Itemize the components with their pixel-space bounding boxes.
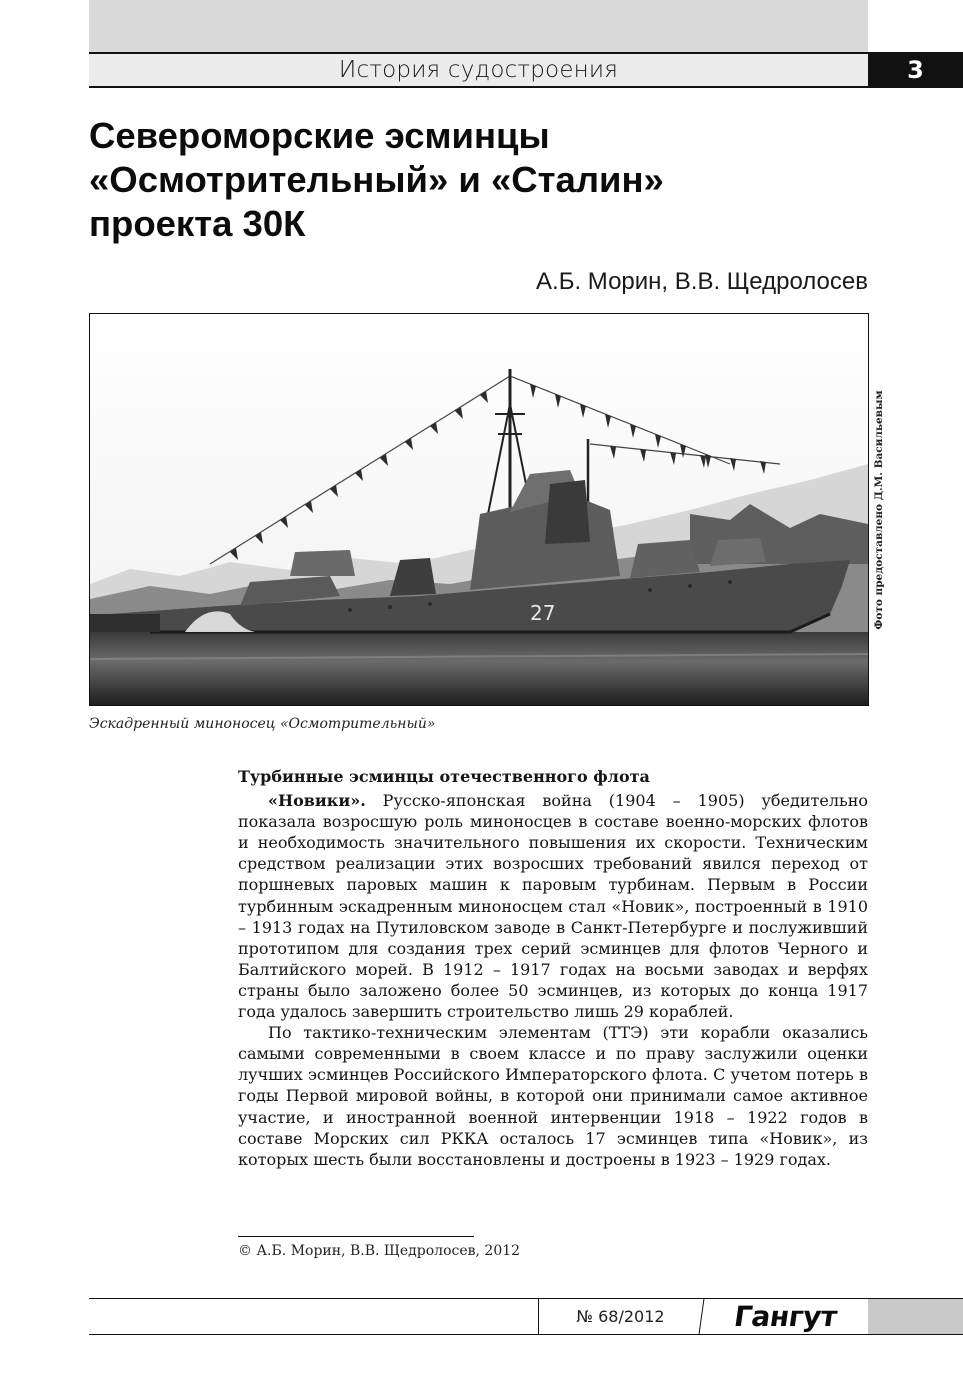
- photo-credit-text: Фото предоставлено Д.М. Васильевым: [873, 389, 885, 630]
- hull-number: 27: [530, 601, 556, 625]
- aft-turret: [290, 550, 355, 576]
- water: [90, 632, 868, 705]
- fore-funnel: [545, 480, 590, 544]
- running-header: [89, 52, 868, 88]
- destroyer-illustration: [90, 314, 868, 705]
- footer-gray-block: [868, 1299, 963, 1334]
- top-gray-band: [89, 0, 868, 52]
- fore-turret: [630, 540, 700, 578]
- article-authors: А.Б. Морин, В.В. Щедролосев: [536, 268, 868, 295]
- paragraph-1-lead: «Новики».: [268, 791, 366, 811]
- paragraph-1: [238, 790, 868, 1022]
- magazine-logo: Гангут: [699, 1299, 872, 1334]
- footnote-rule: [238, 1236, 474, 1237]
- title-line-3: проекта 30К: [89, 203, 306, 244]
- ship-photo: [89, 313, 869, 706]
- bow-turret: [710, 538, 766, 566]
- pier: [90, 614, 160, 632]
- footer-bottom-rule: [89, 1334, 963, 1335]
- article-title: [89, 114, 868, 246]
- photo-caption: Эскадренный миноносец «Осмотрительный»: [89, 716, 436, 732]
- paragraph-1-text: Русско-японская война (1904 – 1905) убедительно показала возросшую роль миноносцев в составе военно-морских флотов и необходимость значительного повышения их скорости. Техническим средством реализации этих возросших требований явился переход от поршневых паровых машин к паровым турбинам. Первым в России турбинным эскадренным миноносцем стал «Новик», построенный в 1910 – 1913 годах на Путиловском заводе в Санкт-Петербурге и послуживший прототипом для создания трех серий эсминцев для флотов Черного и Балтийского морей. В 1912 – 1917 годах на восьми заводах и верфях страны было заложено более 50 эсминцев, из которых до конца 1917 года удалось завершить строительство лишь 29 кораблей.: [238, 791, 868, 1022]
- page-number: 3: [868, 52, 963, 88]
- title-line-2: «Осмотрительный» и «Сталин»: [89, 159, 664, 200]
- photo-credit: [870, 313, 888, 706]
- issue-number: № 68/2012: [538, 1299, 702, 1334]
- title-line-1: Североморские эсминцы: [89, 115, 550, 156]
- section-subheading: Турбинные эсминцы отечественного флота: [238, 767, 650, 786]
- copyright-footnote: © А.Б. Морин, В.В. Щедролосев, 2012: [238, 1243, 521, 1259]
- article-body: [238, 766, 868, 1170]
- section-title: История судостроения: [338, 57, 619, 83]
- paragraph-2: По тактико-техническим элементам (ТТЭ) эти корабли оказались самыми современными в своем классе и по праву заслужили оценки лучших эсминцев Российского Императорского флота. С учетом потерь в годы Первой мировой войны, в которой они принимали самое активное участие, и иностранной военной интервенции 1918 – 1922 годов в составе Морских сил РККА осталось 17 эсминцев типа «Новик», из которых шесть были восстановлены и достроены в 1923 – 1929 годах.: [238, 1023, 868, 1169]
